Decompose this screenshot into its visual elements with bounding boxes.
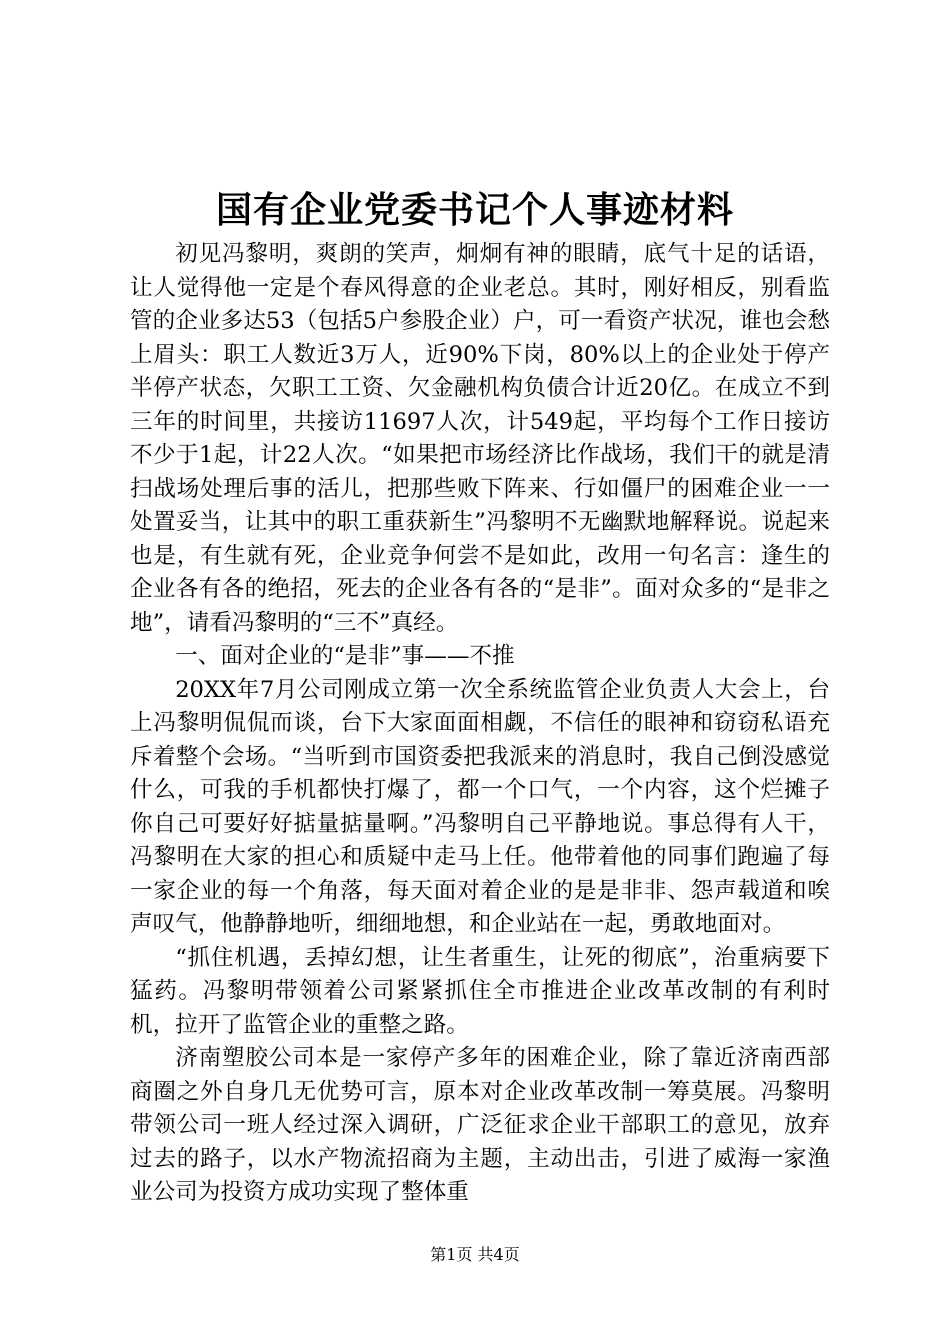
document-title: 国有企业党委书记个人事迹材料	[215, 189, 734, 231]
paragraph-quote: “抓住机遇，丢掉幻想，让生者重生，让死的彻底”，治重病要下猛药。冯黎明带领着公司紧紧抓住全市推进企业改革改制的有利时机，拉开了监管企业的重整之路。	[130, 944, 830, 1038]
page-number: 第1页 共4页	[430, 1245, 520, 1264]
paragraph-intro: 初见冯黎明，爽朗的笑声，炯炯有神的眼睛，底气十足的话语，让人觉得他一定是个春风得意的企业老总。其时，刚好相反，别看监管的企业多达53（包括5户参股企业）户，可一看资产状况，谁也会愁上眉头：职工人数近3万人，近90%下岗，80%以上的企业处于停产半停产状态，欠职工工资、欠金融机构负债合计近20亿。在成立不到三年的时间里，共接访11697人次，计549起，平均每个工作日接访不少于1起，计22人次。“如果把市场经济比作战场，我们干的就是清扫战场处理后事的活儿，把那些败下阵来、行如僵尸的困难企业一一处置妥当，让其中的职工重获新生”冯黎明不无幽默地解释说。说起来也是，有生就有死，企业竞争何尝不是如此，改用一句名言：逢生的企业各有各的绝招，死去的企业各有各的“是非”。面对众多的“是非之地”，请看冯黎明的“三不”真经。	[130, 241, 830, 636]
page-footer	[0, 1244, 950, 1266]
paragraph-example: 济南塑胶公司本是一家停产多年的困难企业，除了靠近济南西部商圈之外自身几无优势可言，原本对企业改革改制一筹莫展。冯黎明带领公司一班人经过深入调研，广泛征求企业干部职工的意见，放弃过去的路子，以水产物流招商为主题，主动出击，引进了威海一家渔业公司为投资方成功实现了整体重	[130, 1045, 830, 1205]
document-body	[130, 238, 830, 1210]
paragraph-section-1: 20XX年7月公司刚成立第一次全系统监管企业负责人大会上，台上冯黎明侃侃而谈，台下大家面面相觑，不信任的眼神和窃窃私语充斥着整个会场。“当听到市国资委把我派来的消息时，我自己倒没感觉什么，可我的手机都快打爆了，都一个口气，一个内容，这个烂摊子你自己可要好好掂量掂量啊。”冯黎明自己平静地说。事总得有人干，冯黎明在大家的担心和质疑中走马上任。他带着他的同事们跑遍了每一家企业的每一个角落，每天面对着企业的是是非非、怨声载道和唉声叹气，他静静地听，细细地想，和企业站在一起，勇敢地面对。	[130, 676, 830, 937]
section-heading-1: 一、面对企业的“是非”事——不推	[175, 643, 515, 669]
